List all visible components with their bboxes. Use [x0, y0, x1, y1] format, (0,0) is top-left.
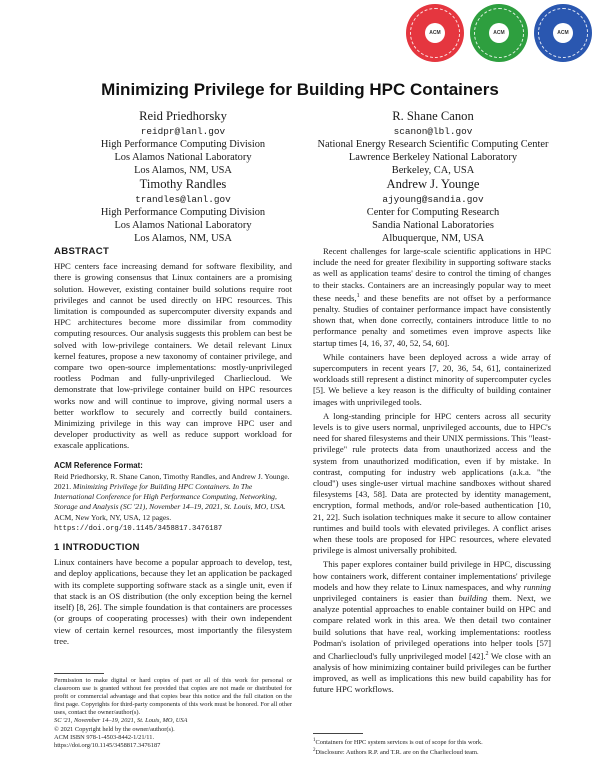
- footnote-1: $^1$Containers for HPC system services is out of scope for this work.: [313, 738, 483, 747]
- paragraph-text: We close with an analysis of how minimizing container build privileges can be further improved, as well as implications this new build capability has for future HPC workflows.: [313, 650, 551, 695]
- author-affiliation: Los Alamos National Laboratory: [114, 152, 252, 163]
- acm-badge-artifacts-available: [406, 4, 464, 62]
- footnote-rule: [313, 733, 363, 734]
- permission-venue: SC '21, November 14–19, 2021, St. Louis, MO, USA: [54, 717, 188, 725]
- right-column: [313, 246, 551, 699]
- acm-badge-results-reproduced: [534, 4, 592, 62]
- footnote-marker[interactable]: 2: [485, 650, 489, 657]
- emphasis: building: [458, 592, 488, 603]
- author-affiliation: High Performance Computing Division: [100, 139, 266, 150]
- author-affiliation: Los Alamos National Laboratory: [114, 220, 252, 231]
- emphasis: running: [523, 581, 551, 592]
- author-block: [48, 110, 318, 177]
- paragraph-text: Recent challenges for large-scale scientific applications in HPC include the need for greater flexibility in supporting software stacks as well as application teams' desire to control the timing of changes to their stacks. Containers are an increasingly popular way to meet these needs,: [313, 246, 551, 303]
- body-paragraph: While containers have been deployed across a wide array of supercomputers in recent years [7, 20, 36, 54, 61], containerized workloads still represent a distinct minority of supercomputer cycles [5]. We believe a key reason is the difficulty of building container images with unprivileged tools.: [313, 351, 551, 407]
- author-affiliation: Center for Computing Research: [366, 207, 500, 218]
- badge-label: ACM: [557, 30, 569, 36]
- body-paragraph: [313, 246, 551, 349]
- acm-reference-venue: In The International Conference for High Performance Computing, Networking, Storage and Analysis (SC '21), November 14–19, 2021, St. Louis, MO, USA.: [54, 482, 286, 512]
- author-name: Timothy Randles: [139, 177, 227, 191]
- author-email[interactable]: trandles@lanl.gov: [135, 194, 231, 205]
- author-affiliation: Los Alamos, NM, USA: [134, 233, 232, 244]
- badge-label: ACM: [493, 30, 505, 36]
- acm-badge-artifacts-evaluated: [470, 4, 528, 62]
- author-affiliation: Sandia National Laboratories: [372, 220, 494, 231]
- author-name: Reid Priedhorsky: [139, 109, 227, 123]
- body-paragraph: [313, 559, 551, 695]
- author-affiliation: Berkeley, CA, USA: [391, 165, 475, 176]
- author-affiliation: Albuquerque, NM, USA: [381, 233, 485, 244]
- badge-label: ACM: [429, 30, 441, 36]
- author-affiliation: High Performance Computing Division: [100, 207, 266, 218]
- acm-reference-text: [54, 472, 292, 534]
- acm-reference-heading: ACM Reference Format:: [54, 460, 143, 470]
- footnote-marker[interactable]: 1: [356, 292, 360, 299]
- acm-badges: [406, 4, 592, 62]
- acm-reference-title: Minimizing Privilege for Building HPC Containers.: [73, 482, 231, 492]
- acm-reference-doi[interactable]: https://doi.org/10.1145/3458817.3476187: [54, 524, 223, 533]
- acm-reference-rest: ACM, New York, NY, USA, 12 pages.: [54, 512, 172, 522]
- abstract-heading: ABSTRACT: [54, 246, 110, 257]
- paragraph-text: and these benefits are not offset by a performance penalty. Studies of container performance impact have consistently shown that, when done correctly, containers introduce little to no performance penalty and sometimes even improve aspects like startup times [4, 16, 37, 40, 52, 54, 60].: [313, 292, 551, 348]
- author-name: R. Shane Canon: [392, 109, 474, 123]
- paper-title: Minimizing Privilege for Building HPC Containers: [101, 80, 499, 99]
- footnotes: [313, 737, 551, 757]
- author-affiliation: National Energy Research Scientific Computing Center: [317, 139, 549, 150]
- author-email[interactable]: ajyoung@sandia.gov: [382, 194, 484, 205]
- author-block: [298, 178, 568, 245]
- paragraph-text: This paper explores container build privilege in HPC, discussing how containers work, different container implementations' privilege models and how they relate to Linux namespaces, and why: [313, 559, 551, 592]
- author-affiliation: Lawrence Berkeley National Laboratory: [348, 152, 518, 163]
- introduction-paragraph: Linux containers have become a popular approach to develop, test, and deploy applications, because they let an application be packaged with its complete supporting software stack as a single unit, even if that stack is an OS distribution (the only exception being the kernel itself) [8, 26]. The simple foundation is that containers are processes (or groups of cooperating processes) with their own independent view of certain kernel resources, most importantly the filesystem tree.: [54, 557, 292, 646]
- author-email[interactable]: scanon@lbl.gov: [393, 126, 473, 137]
- permission-block: [54, 677, 292, 750]
- footnote-2: $^2$Disclosure: Authors R.P. and T.R. are on the Charliecloud team.: [313, 748, 479, 757]
- footnote-text: Containers for HPC system services is out of scope for this work.: [315, 739, 483, 747]
- footnote-text: Disclosure: Authors R.P. and T.R. are on the Charliecloud team.: [315, 749, 479, 757]
- author-name: Andrew J. Younge: [386, 177, 480, 191]
- introduction-heading: 1 INTRODUCTION: [54, 542, 140, 554]
- author-block: [287, 110, 579, 177]
- permission-doi[interactable]: https://doi.org/10.1145/3458817.3476187: [54, 741, 161, 749]
- footnote-rule: [54, 673, 104, 674]
- author-affiliation: Los Alamos, NM, USA: [134, 165, 232, 176]
- paragraph-text: unprivileged containers is easier than: [313, 592, 459, 603]
- permission-isbn: ACM ISBN 978-1-4503-8442-1/21/11.: [54, 733, 155, 741]
- author-block: [48, 178, 318, 245]
- body-paragraph: A long-standing principle for HPC centers across all security levels is to give users normal, unprivileged accounts, due to HPC's need for shared filesystems and their UNIX permissions. This "least-privilege" rule protects data from unauthorized access and the system from unauthorized modification, even if by mistake. In contrast, computing for industry web applications (a.k.a. "the cloud") uses single-user virtual machine sandboxes without shared filesystems [43, 58]. Data are protected by identity management, encryption, formal methods, and/or role-based authentication [10, 21, 22]. Such isolation techniques make it secure to allow container runtimes and build tools with elevated privileges. A conflict arises when these tools are proposed for HPC resources, where elevated privilege is almost universally prohibited.: [313, 410, 551, 556]
- abstract-text: HPC centers face increasing demand for software flexibility, and there is growing consensus that Linux containers are a promising solution. However, existing container build solutions require root privileges and cannot be used directly on HPC resources. This limitation is compounded as supercomputer diversity expands and HPC architectures become more dissimilar from commodity computing resources. Our analysis suggests this problem can best be solved with low-privilege containers. We detail relevant Linux kernel features, propose a new taxonomy of container privilege, and compare two open-source implementations: mostly-unprivileged rootless Podman and fully-unprivileged Charliecloud. We demonstrate that low-privilege container build on HPC resources works now and will continue to improve, giving normal users a better workflow to securely and correctly build containers. Minimizing privilege in this way can improve HPC user and developer productivity as well as reduce support workload for exascale applications.: [54, 261, 292, 451]
- permission-copyright: © 2021 Copyright held by the owner/author(s).: [54, 725, 175, 733]
- paragraph-text: them. Next, we analyze potential approaches to enable container build on HPC and compare related work in this area. We then detail two container build solutions that have real, working implementations: rootless Podman's isolation of privileged operations into helper tools [57] and Charliecloud's fully unprivileged model [42].: [313, 592, 551, 661]
- acm-reference-authors: Reid Priedhorsky, R. Shane Canon, Timothy Randles, and Andrew J. Younge. 2021.: [54, 471, 290, 492]
- permission-text: Permission to make digital or hard copies of part or all of this work for personal or classroom use is granted without fee provided that copies are not made or distributed for profit or commercial advantage and that copies bear this notice and the full citation on the first page. Copyrights for third-party components of this work must be honored. For all other uses, contact the owner/author(s).: [54, 677, 292, 717]
- author-email[interactable]: reidpr@lanl.gov: [140, 126, 226, 137]
- left-column: [54, 246, 292, 650]
